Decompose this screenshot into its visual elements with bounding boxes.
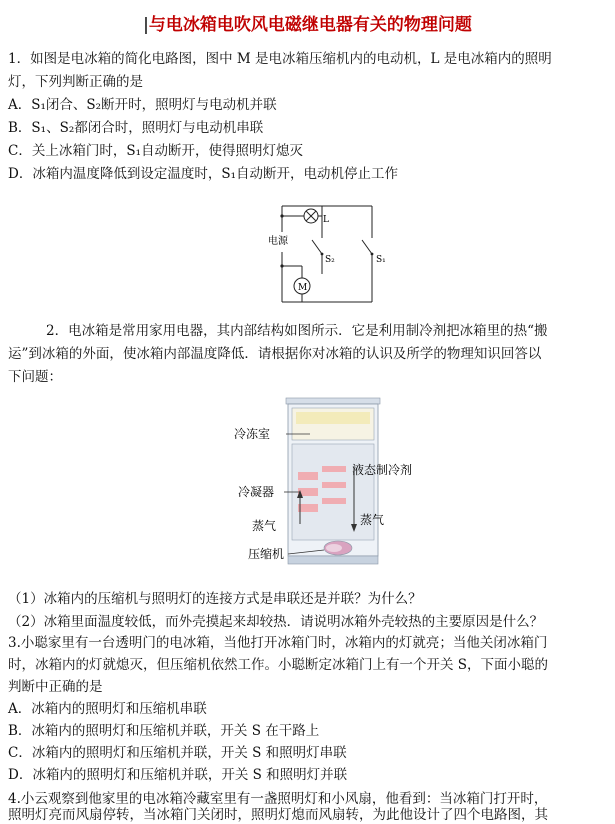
lamp-label: L — [323, 215, 329, 225]
label-liquid-refrigerant: 液态制冷剂 — [352, 463, 413, 477]
q2-stem-line2: 运”到冰箱的外面，使冰箱内部温度降低．请根据你对冰箱的认识及所学的物理知识回答以 — [8, 346, 542, 362]
q1-stem-line1: 1．如图是电冰箱的简化电路图，图中 M 是电冰箱压缩机内的电动机，L 是电冰箱内的照明 — [8, 51, 552, 67]
q4-stem-line2: 照明灯亮而风扇停转，当冰箱门关闭时，照明灯熄而风扇转，为此他设计了四个电路图，其 — [8, 807, 548, 823]
compressor-icon — [324, 541, 352, 555]
switch2-label: S₂ — [325, 255, 335, 265]
q3-option-a: A．冰箱内的照明灯和压缩机串联 — [8, 701, 207, 717]
q2-fridge-diagram — [230, 396, 430, 582]
q2-sub2: （2）冰箱里面温度较低，而外壳摸起来却较热．请说明冰箱外壳较热的主要原因是什么？ — [8, 614, 544, 630]
motor-label: M — [298, 283, 308, 293]
q3-option-c: C．冰箱内的照明灯和压缩机并联，开关 S 和照明灯串联 — [8, 745, 347, 761]
q3-stem-line1: 3.小聪家里有一台透明门的电冰箱，当他打开冰箱门时，冰箱内的灯就亮；当他关闭冰箱门 — [8, 635, 548, 651]
q2-stem-line1: 2．电冰箱是常用家用电器，其内部结构如图所示．它是利用制冷剂把冰箱里的热“搬 — [46, 323, 548, 339]
label-condenser: 冷凝器 — [238, 485, 275, 499]
switch1-label: S₁ — [376, 255, 386, 265]
title-text: 与电冰箱电吹风电磁继电器有关的物理问题 — [148, 15, 472, 35]
q1-option-a: A．S₁闭合、S₂断开时，照明灯与电动机并联 — [8, 97, 277, 113]
q2-stem-line3: 下问题： — [8, 369, 62, 385]
q3-option-d: D．冰箱内的照明灯和压缩机并联，开关 S 和照明灯并联 — [8, 767, 348, 783]
label-vapor-right: 蒸气 — [360, 513, 385, 527]
q2-sub1: （1）冰箱内的压缩机与照明灯的连接方式是串联还是并联？为什么？ — [8, 591, 422, 607]
power-label: 电源 — [268, 236, 288, 247]
text-cursor: | — [143, 15, 149, 35]
label-freezer: 冷冻室 — [234, 427, 271, 441]
q4-stem-line1: 4.小云观察到他家里的电冰箱冷藏室里有一盏照明灯和小风扇，他看到：当冰箱门打开时， — [8, 791, 548, 807]
page-title — [0, 10, 615, 35]
label-compressor: 压缩机 — [248, 547, 285, 561]
label-vapor-left: 蒸气 — [252, 519, 277, 533]
q3-stem-line2: 时，冰箱内的灯就熄灭，但压缩机依然工作。小聪断定冰箱门上有一个开关 S，下面小聪的 — [8, 657, 549, 673]
q1-option-b: B．S₁、S₂都闭合时，照明灯与电动机串联 — [8, 120, 264, 136]
q1-circuit-diagram — [262, 198, 386, 310]
q1-option-d: D．冰箱内温度降低到设定温度时，S₁自动断开，电动机停止工作 — [8, 166, 398, 182]
q1-option-c: C．关上冰箱门时，S₁自动断开，使得照明灯熄灭 — [8, 143, 303, 159]
q1-stem-line2: 灯，下列判断正确的是 — [8, 74, 143, 90]
q3-option-b: B．冰箱内的照明灯和压缩机并联，开关 S 在干路上 — [8, 723, 320, 739]
lamp-icon — [304, 209, 318, 223]
q3-stem-line3: 判断中正确的是 — [8, 679, 103, 695]
